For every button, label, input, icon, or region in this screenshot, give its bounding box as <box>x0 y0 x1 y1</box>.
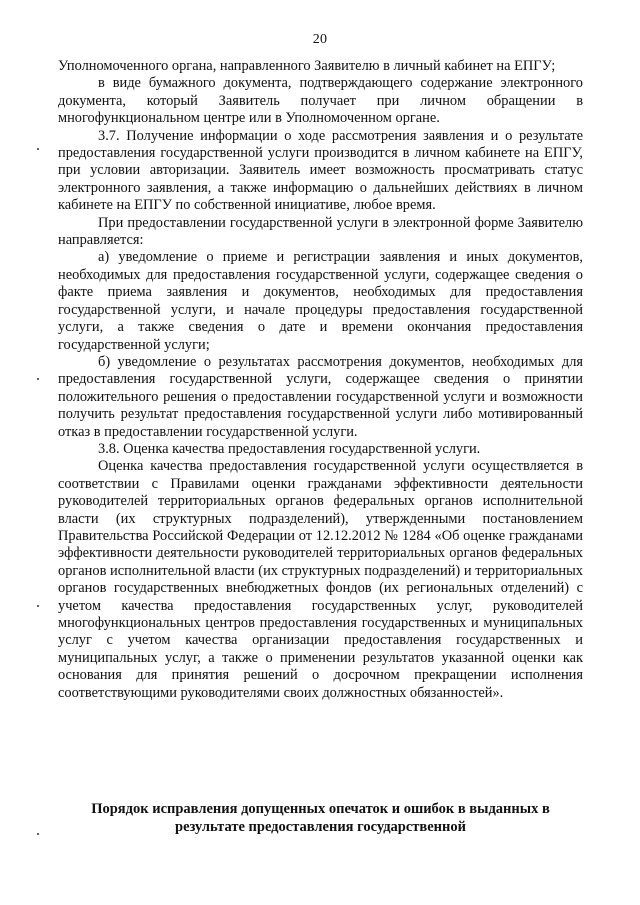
paragraph-electronic-form: При предоставлении государственной услуги в электронной форме Заявителю направляется: <box>58 214 583 249</box>
scan-dot-mark <box>37 378 39 380</box>
paragraph-paper-document: в виде бумажного документа, подтверждающего содержание электронного документа, который Заявитель получает при личном обращении в многофункциональном центре или в Уполномоченном органе. <box>58 75 583 127</box>
scan-dot-mark <box>37 605 39 607</box>
paragraph-3-7: 3.7. Получение информации о ходе рассмотрения заявления и о результате предоставления государственной услуги производится в личном кабинете на ЕПГУ, при условии авторизации. Заявитель имеет возможность просматривать статус электронного заявления, а также информацию о дальнейших действиях в личном кабинете на ЕПГУ по собственной инициативе, любое время. <box>58 127 583 214</box>
page-number: 20 <box>312 32 328 47</box>
paragraph-3-8: 3.8. Оценка качества предоставления государственной услуги. <box>98 440 481 457</box>
paragraph-item-a: а) уведомление о приеме и регистрации заявления и иных документов, необходимых для предоставления государственной услуги, содержащее сведения о факте приема заявления и документов, необходимых для предоставления государственной услуги, и начале процедуры предоставления государственной услуги, а также сведения о дате и времени окончания предоставления государственной услуги; <box>58 249 583 353</box>
paragraph-item-b: б) уведомление о результатах рассмотрения документов, необходимых для предоставления государственной услуги, содержащее сведения о принятии положительного решения о предоставлении государственной услуги и возможности получить результат предоставления государственной услуги либо мотивированный отказ в предоставлении государственной услуги. <box>58 353 583 440</box>
paragraph-quality-assessment: Оценка качества предоставления государственной услуги осуществляется в соответствии с Правилами оценки гражданами эффективности деятельности руководителей территориальных органов федеральных органов исполнительной власти (их структурных подразделений), утвержденными постановлением Правительства Российской Федерации от 12.12.2012 № 1284 «Об оценке гражданами эффективности деятельности руководителей территориальных органов федеральных органов исполнительной власти (их структурных подразделений) и территориальных органов государственных внебюджетных фондов (их региональных отделений) с учетом качества предоставления государственных услуг, руководителей многофункциональных центров предоставления государственных и муниципальных услуг с учетом качества организации предоставления государственных и муниципальных услуг, а также о применении результатов указанной оценки как основания для принятия решений о досрочном прекращении исполнения соответствующими руководителями своих должностных обязанностей». <box>58 458 583 701</box>
scan-dot-mark <box>37 833 39 835</box>
section-heading: Порядок исправления допущенных опечаток и ошибок в выданных в результате предоставления государственной <box>91 801 550 835</box>
paragraph-continuation: Уполномоченного органа, направленного Заявителю в личный кабинет на ЕПГУ; <box>58 58 556 74</box>
scan-dot-mark <box>37 148 39 150</box>
document-body <box>58 58 583 702</box>
